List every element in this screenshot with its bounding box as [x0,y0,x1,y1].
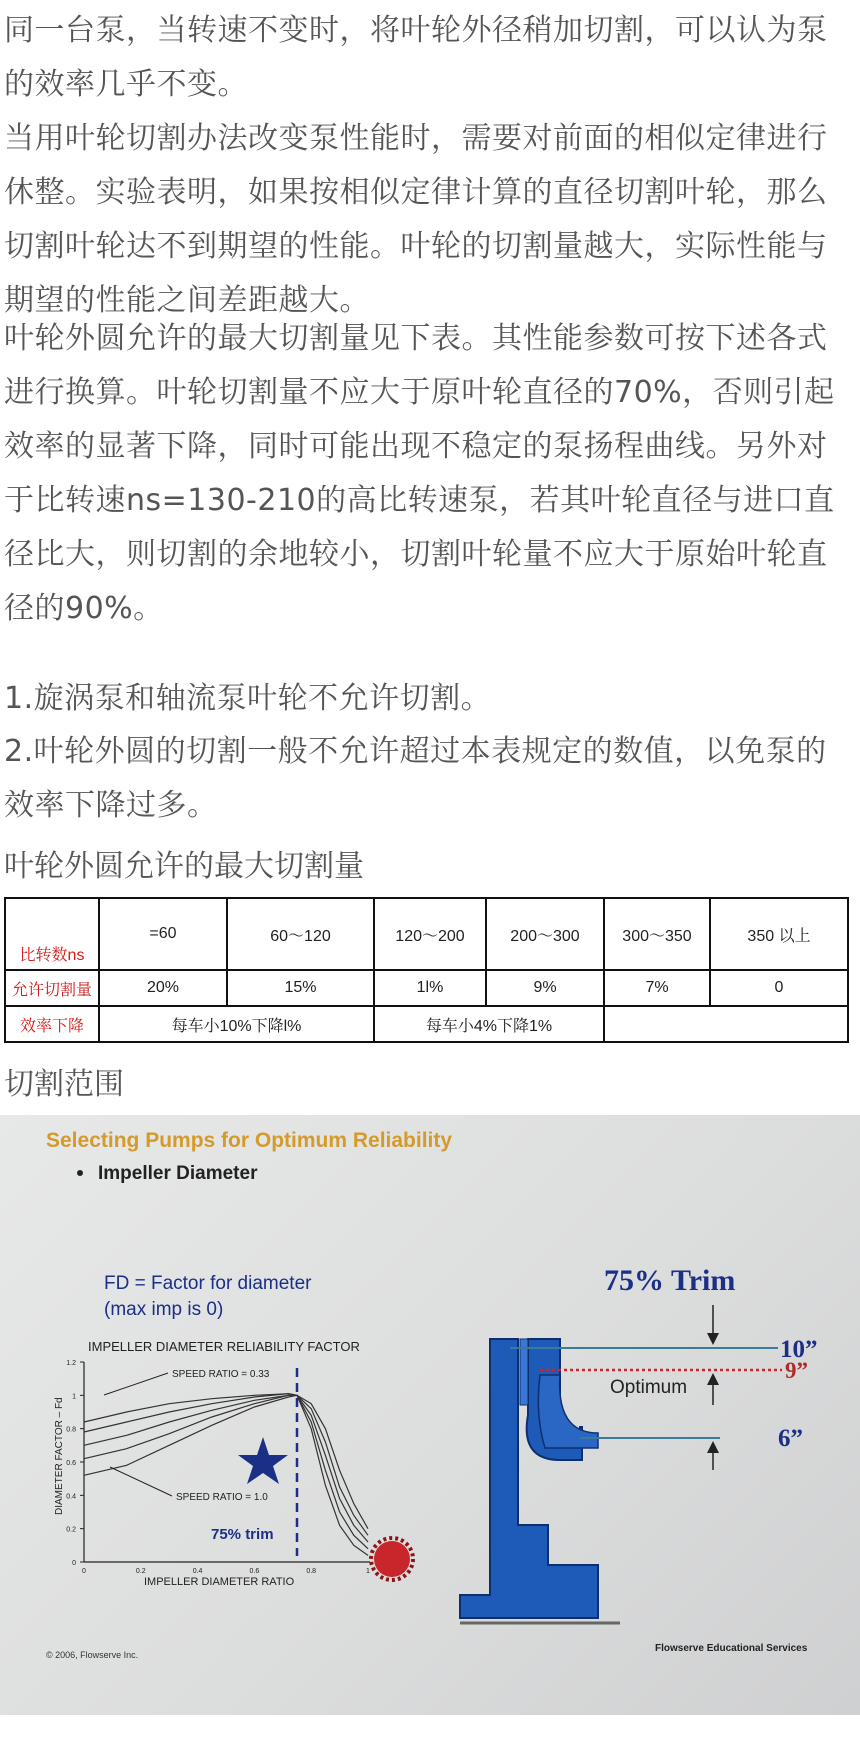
arrow-icon [707,1441,719,1453]
table-cell: 60～120 [227,898,374,970]
optimum-label: Optimum [610,1377,688,1398]
table-cell: 350 以上 [710,898,848,970]
table-cell: 0 [710,970,848,1006]
row-header-efficiency: 效率下降 [5,1006,99,1042]
paragraph-3: 叶轮外圆允许的最大切割量见下表。其性能参数可按下述各式进行换算。叶轮切割量不应大于原叶轮直径的70%，否则引起效率的显著下降，同时可能出现不稳定的泵扬程曲线。另外对于比转速ns=130-210的高比转速泵，若其叶轮直径与进口直径比大，则切割的余地较小，切割叶轮量不应大于原始叶轮直径的90%。 [4,321,835,626]
x-tick-label: 1 [366,1568,370,1575]
dim-6-label: 6” [778,1425,803,1452]
slide-bullet: Impeller Diameter [98,1163,258,1184]
red-gear-icon [371,1538,413,1580]
table-cell: 9% [486,970,604,1006]
table-cell: 每车小4%下降1% [374,1006,604,1042]
leader-line [104,1373,168,1395]
paragraph-1: 同一台泵，当转速不变时，将叶轮外径稍加切割，可以认为泵的效率几乎不变。 [4,13,828,102]
y-tick-label: 0.4 [66,1493,76,1501]
y-axis-label: DIAMETER FACTOR – Fd [54,1397,65,1515]
fd-line-1: FD = Factor for diameter [104,1273,312,1294]
y-tick-label: 0.8 [66,1426,76,1434]
note-1: 1.旋涡泵和轴流泵叶轮不允许切割。 [4,681,492,716]
fd-line-2: (max imp is 0) [104,1299,224,1320]
y-tick-label: 0 [72,1560,76,1567]
table-cell: =60 [99,898,227,970]
dim-9-label: 9” [785,1358,808,1383]
table-title: 叶轮外圆允许的最大切割量 [4,849,364,884]
x-tick-label: 0.8 [306,1568,317,1575]
table-cell: 120～200 [374,898,486,970]
trim-limit-table [4,897,849,1043]
impeller-diagram [460,1264,818,1623]
slide-title: Selecting Pumps for Optimum Reliability [46,1129,453,1152]
bullet-dot [77,1170,83,1176]
y-tick-label: 0.6 [66,1460,76,1467]
speed-ratio-bottom-label: SPEED RATIO = 1.0 [176,1492,268,1503]
reliability-chart [54,1339,370,1588]
dim-10-label: 10” [780,1336,818,1363]
table-cell: 每车小10%下降l% [99,1006,374,1042]
note-2: 2.叶轮外圆的切割一般不允许超过本表规定的数值，以免泵的效率下降过多。 [4,734,827,823]
speed-ratio-top-label: SPEED RATIO = 0.33 [172,1369,270,1380]
table-row-trim [5,970,848,1006]
table-cell: 20% [99,970,227,1006]
table-row-efficiency [5,1006,848,1042]
table-row-ns [5,898,848,970]
chart-title: IMPELLER DIAMETER RELIABILITY FACTOR [88,1339,360,1354]
x-tick-label: 0.4 [192,1568,203,1575]
x-tick-label: 0.6 [249,1568,260,1575]
x-axis-label: IMPELLER DIAMETER RATIO [144,1576,295,1588]
slide-footer: Flowserve Educational Services [655,1643,808,1654]
table-cell [604,1006,848,1042]
slide-photo [0,1115,860,1715]
arrow-icon [707,1333,719,1345]
paragraph-2: 当用叶轮切割办法改变泵性能时，需要对前面的相似定律进行休整。实验表明，如果按相似定律计算的直径切割叶轮，那么切割叶轮达不到期望的性能。叶轮的切割量越大，实际性能与期望的性能之间差距越大。 [4,121,828,318]
trim-heading: 75% Trim [604,1264,736,1297]
table-cell: 15% [227,970,374,1006]
leader-line [110,1467,172,1496]
x-tick-label: 0 [82,1568,86,1575]
table-cell: 1l% [374,970,486,1006]
series-line [84,1394,368,1536]
range-title: 切割范围 [4,1067,124,1102]
star-icon [238,1437,288,1484]
y-tick-label: 1 [72,1393,76,1401]
row-header-ns: 比转数ns [5,898,99,970]
y-tick-label: 0.2 [66,1526,76,1534]
copyright: © 2006, Flowserve Inc. [46,1650,139,1660]
table-cell: 7% [604,970,710,1006]
table-cell: 300～350 [604,898,710,970]
arrow-icon [707,1373,719,1385]
row-header-trim: 允许切割量 [5,970,99,1006]
x-tick-label: 0.2 [135,1568,146,1575]
y-tick-label: 1.2 [66,1360,76,1367]
trim-label: 75% trim [211,1526,274,1543]
table-cell: 200～300 [486,898,604,970]
series-line [84,1394,368,1529]
